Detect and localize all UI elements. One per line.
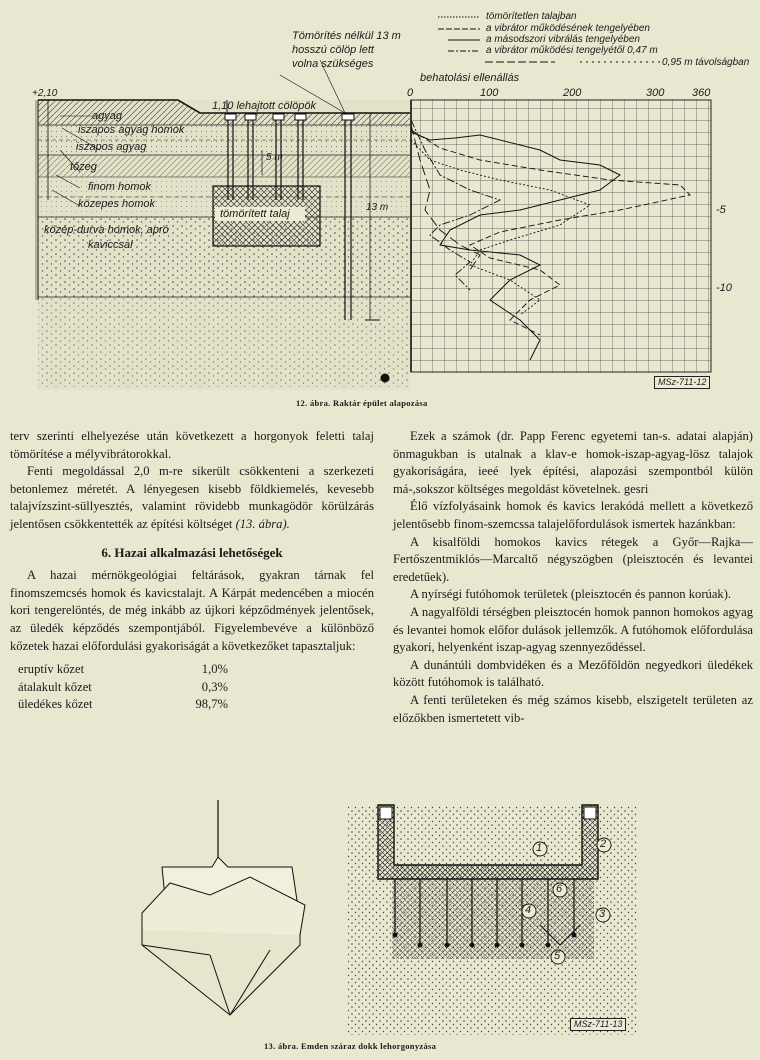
left-column	[10, 428, 374, 714]
left-paragraph-3: A hazai mérnökgeológiai feltárások, gyakran tárnak fel finomszemcsés homok és kavicstalajt. A Kárpát medencében a miocén kori tengerelöntés, de még inkább az újkori képződmények jelentősek, az üledék képződés szempontjából. Figyelembevéve a különböző kőzetek hazai előfordulási gyakoriságát a következőket tapasztaljuk:	[10, 568, 374, 653]
note-line-1: Tömörítés nélkül 13 m	[292, 30, 401, 42]
legend-item-4: a vibrátor működési tengelyétől 0,47 m	[486, 45, 658, 56]
piles-label: 1,10 lehajtott cölöpök	[212, 100, 316, 112]
dim-5m: 5 m	[266, 152, 283, 163]
chart-title: behatolási ellenállás	[420, 72, 520, 84]
anchor-block	[142, 800, 305, 1015]
axis-tick-100: 100	[480, 87, 499, 99]
right-paragraph-3: A kisalföldi homokos kavics rétegek a Győr—Rajka—Fertőszentmiklós—Marcaltő négyszögben (pleisztocén és levantei eredetűek).	[393, 534, 753, 584]
table-row-name: üledékes kőzet	[18, 697, 93, 712]
right-paragraph-6: A dunántúli dombvidéken és a Mezőföldön negyedkori üledékek között futóhomok is található.	[393, 657, 753, 690]
right-paragraph-4: A nyírségi futóhomok területek (pleisztocén és pannon korúak).	[410, 587, 732, 602]
axis-tick-360: 360	[692, 87, 711, 99]
table-row-name: eruptív kőzet	[18, 662, 85, 677]
legend-item-5: 0,95 m távolságban	[662, 57, 750, 68]
legend-item-1: tömörítetlen talajban	[486, 11, 577, 22]
figure-13-drawing	[0, 795, 760, 1060]
section-heading: 6. Hazai alkalmazási lehetőségek	[101, 544, 283, 560]
right-paragraph-5: A nagyalföldi térségben pleisztocén homok pannon homokos agyag és levantei homok előfor dulások jellemzők. A futóhomok előfordulása gyakori, helyenként iszap-agyag szennyeződéssel.	[393, 604, 753, 655]
elevation-label: +2,10	[32, 88, 58, 99]
left-paragraph-2: Fenti megoldással 2,0 m-re sikerült csökkenteni a szerkezeti betonlemez méretét. A lényegesen kisebb földkiemelés, kevesebb talajvízszint-süllyesztés, valamint rövidebb munkagödör körülzárás jelentősen csökkentették az építési költséget (13. ábra).	[10, 464, 374, 531]
table-row-value: 1,0%	[201, 662, 228, 677]
dim-13m: 13 m	[366, 202, 389, 213]
table-row-name: átalakult kőzet	[18, 679, 92, 694]
penetration-chart	[411, 100, 711, 372]
callout-2: 2	[600, 838, 607, 850]
axis-tick-300: 300	[646, 87, 665, 99]
callout-1: 1	[536, 842, 543, 854]
figure-12-caption: 12. ábra. Raktár épület alapozása	[296, 398, 428, 408]
layer-iszapos-agyag: iszapos agyag	[76, 141, 147, 153]
layer-iszapos-agyag-homok: iszapos agyag homok	[78, 124, 185, 136]
layer-kozepes-homok: közepes homok	[78, 198, 156, 210]
table-row-value: 0,3%	[201, 679, 228, 694]
right-paragraph-7: A fenti területeken és még számos kisebb, elszigetelt területen az előzőkben ismertetett vib-	[393, 692, 753, 725]
layer-finom-homok: finom homok	[88, 181, 151, 193]
left-paragraph-1: terv szerinti elhelyezése után következett a horgonyok feletti talaj tömörítése a mélyvibrátorokkal.	[10, 429, 374, 461]
figure-13-caption: 13. ábra. Emden száraz dokk lehorgonyzása	[264, 1041, 437, 1051]
figure-13-code: MSz-711-13	[570, 1018, 626, 1031]
dock-section	[348, 805, 638, 1035]
callout-4: 4	[525, 904, 532, 916]
depth-tick-5: -5	[716, 204, 726, 216]
rock-frequency-table	[18, 661, 374, 714]
note-line-3: volna szükséges	[292, 58, 374, 70]
layer-kozep-durva-homok: közép-durva homok, apró	[44, 224, 169, 236]
axis-tick-200: 200	[563, 87, 582, 99]
compacted-soil-label: tömörített talaj	[220, 208, 290, 220]
figure-12-code: MSz-711-12	[654, 376, 710, 389]
right-column	[393, 428, 753, 727]
layer-kaviccsal: kaviccsal	[88, 239, 133, 251]
callout-3: 3	[599, 908, 606, 920]
callout-5: 5	[554, 950, 561, 962]
layer-tozeg: tőzeg	[70, 161, 97, 173]
legend-item-2: a vibrátor működésének tengelyében	[486, 23, 650, 34]
table-row-value: 98,7%	[195, 697, 228, 712]
right-paragraph-2: Élő vízfolyásaink homok és kavics lerakódá mellett a következő jelentősebb finom-szemcssa talajelőfordulások ismertek hazánkban:	[393, 499, 753, 531]
layer-agyag: agyag	[92, 110, 122, 122]
right-paragraph-1: Ezek a számok (dr. Papp Ferenc egyetemi tan-s. adatai alapján) önmagukban is utalnak a klav-e homok-iszap-agyag-lösz talajok gyakoriságára, ieeé lyek építési, alapozási szempontból külön má-,sokszor költséges megoldást követelnek. gesri	[393, 429, 753, 496]
depth-tick-10: -10	[716, 282, 732, 294]
note-line-2: hosszú cölöp lett	[292, 44, 374, 56]
callout-6: 6	[556, 883, 563, 895]
axis-tick-0: 0	[407, 87, 414, 99]
legend-item-3: a másodszori vibrálás tengelyében	[486, 34, 640, 45]
